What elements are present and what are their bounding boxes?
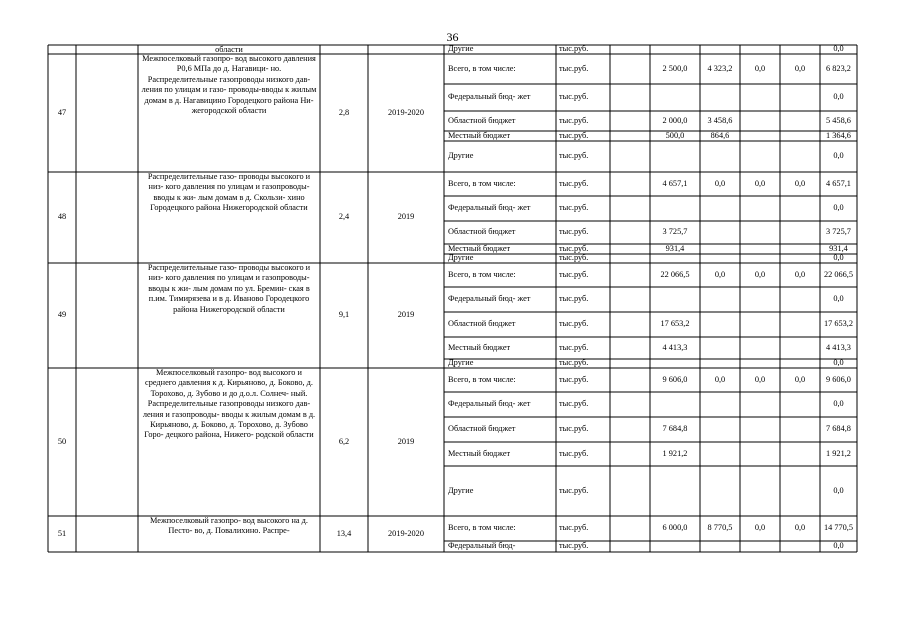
year2-value <box>702 196 738 221</box>
unit: тыс.руб. <box>559 342 589 352</box>
source-label: Местный бюджет <box>448 131 511 140</box>
total-value: 0,0 <box>833 92 844 102</box>
years: 2019 <box>397 310 415 320</box>
year4-value: 0,0 <box>794 374 806 384</box>
year1-value <box>652 45 698 54</box>
year3-value <box>740 466 780 516</box>
source-label: Другие <box>448 254 474 263</box>
total-value: 0,0 <box>833 485 844 495</box>
unit: тыс.руб. <box>559 45 589 54</box>
row-number: 49 <box>57 310 67 320</box>
year1-value: 931,4 <box>665 244 685 253</box>
unit: тыс.руб. <box>559 448 589 458</box>
year3-value <box>740 442 780 466</box>
year3-value: 0,0 <box>754 523 766 533</box>
source-label: Всего, в том числе: <box>448 178 516 188</box>
year3-value <box>740 337 780 359</box>
year1-value <box>652 466 698 516</box>
unit: тыс.руб. <box>559 151 589 161</box>
year4-value: 0,0 <box>794 523 806 533</box>
year2-value <box>702 221 738 244</box>
year2-value <box>702 417 738 442</box>
source-label: Местный бюджет <box>448 448 511 458</box>
source-label: Всего, в том числе: <box>448 269 516 279</box>
year4-value <box>780 466 820 516</box>
year2-value: 0,0 <box>714 178 726 188</box>
year4-value <box>780 312 820 337</box>
year4-value: 0,0 <box>794 178 806 188</box>
year3-value <box>740 221 780 244</box>
year1-value <box>652 196 698 221</box>
year1-value: 3 725,7 <box>662 227 688 237</box>
year2-value: 3 458,6 <box>707 115 733 125</box>
total-value: 3 725,7 <box>826 227 851 237</box>
year3-value <box>740 359 780 368</box>
year4-value <box>780 359 820 368</box>
source-label: Областной бюджет <box>448 227 516 237</box>
unit: тыс.руб. <box>559 399 589 409</box>
row-number: 47 <box>57 107 67 117</box>
year4-value <box>780 45 820 54</box>
year4-value <box>780 417 820 442</box>
unit: тыс.руб. <box>559 294 589 304</box>
year1-value: 7 684,8 <box>662 424 688 434</box>
length-km: 2,4 <box>338 212 350 222</box>
year3-value <box>740 141 780 172</box>
source-label: Всего, в том числе: <box>448 63 516 73</box>
unit: тыс.руб. <box>559 178 589 188</box>
year4-value <box>780 392 820 417</box>
year3-value <box>740 111 780 131</box>
total-value: 0,0 <box>833 399 844 409</box>
budget-table <box>48 45 857 596</box>
year1-value: 1 921,2 <box>662 448 688 458</box>
year2-value: 4 323,2 <box>707 63 733 73</box>
year4-value <box>780 221 820 244</box>
year4-value <box>780 196 820 221</box>
year3-value <box>740 131 780 141</box>
total-value: 0,0 <box>833 254 844 263</box>
object-name: области <box>215 45 243 54</box>
unit: тыс.руб. <box>559 254 589 263</box>
total-value: 0,0 <box>833 541 844 551</box>
length-km: 9,1 <box>338 310 350 320</box>
length-km: 6,2 <box>338 436 350 446</box>
year1-value <box>652 359 698 368</box>
unit: тыс.руб. <box>559 92 589 102</box>
length-km <box>320 45 368 54</box>
year1-value <box>652 287 698 312</box>
total-value: 4 413,3 <box>826 342 851 352</box>
unit: тыс.руб. <box>559 541 589 551</box>
year3-value: 0,0 <box>754 374 766 384</box>
unit: тыс.руб. <box>559 131 589 140</box>
year1-value: 4 657,1 <box>662 178 688 188</box>
year1-value <box>652 392 698 417</box>
total-value: 17 653,2 <box>823 319 854 329</box>
unit: тыс.руб. <box>559 115 589 125</box>
year3-value: 0,0 <box>754 178 766 188</box>
source-label: Другие <box>448 151 474 161</box>
object-name: Межпоселковый газопро- вод высокого давления P0,6 МПа до д. Нагавици- но. Распределительные газопроводы низкого дав- ления по улицам и газо- проводы-вводы к жилым домам в д. Нагавицино Городецкого района Ни- жегородской области <box>141 54 317 116</box>
source-label: Всего, в том числе: <box>448 523 516 533</box>
total-value: 0,0 <box>833 359 844 368</box>
source-label: Областной бюджет <box>448 424 516 434</box>
row-number <box>48 45 76 54</box>
source-label: Местный бюджет <box>448 342 511 352</box>
year2-value <box>702 337 738 359</box>
year2-value <box>702 141 738 172</box>
year4-value <box>780 131 820 141</box>
total-value: 0,0 <box>833 203 844 213</box>
source-label: Федеральный бюд- жет <box>448 294 531 304</box>
source-label: Федеральный бюд- жет <box>448 203 531 213</box>
year1-value <box>652 141 698 172</box>
year1-value <box>652 541 698 552</box>
total-value: 0,0 <box>833 151 844 161</box>
year4-value <box>780 442 820 466</box>
year2-value <box>702 541 738 552</box>
year3-value: 0,0 <box>754 63 766 73</box>
object-name: Распределительные газо- проводы высокого и низ- кого давления по улицам и газопроводы-вводы к жи- лым домам по ул. Бремин- ская в п.им. Тимирязева и в д. Иваново Городецкого района Нижегородской области <box>147 263 311 314</box>
year2-value <box>702 466 738 516</box>
year3-value <box>740 84 780 111</box>
year3-value: 0,0 <box>754 269 766 279</box>
year1-value: 22 066,5 <box>660 269 690 279</box>
total-value: 6 823,2 <box>826 63 851 73</box>
source-label: Другие <box>448 45 474 54</box>
source-label: Областной бюджет <box>448 115 516 125</box>
source-label: Федеральный бюд- жет <box>448 399 531 409</box>
year3-value <box>740 45 780 54</box>
year4-value <box>780 111 820 131</box>
total-value: 4 657,1 <box>826 178 851 188</box>
year1-value: 2 500,0 <box>662 63 688 73</box>
year3-value <box>740 312 780 337</box>
year4-value <box>780 337 820 359</box>
years: 2019-2020 <box>388 528 424 538</box>
unit: тыс.руб. <box>559 485 589 495</box>
total-value: 0,0 <box>833 45 844 54</box>
year3-value <box>740 392 780 417</box>
year2-value <box>702 287 738 312</box>
year4-value: 0,0 <box>794 63 806 73</box>
unit: тыс.руб. <box>559 374 589 384</box>
total-value: 1 364,6 <box>826 131 851 140</box>
source-label: Другие <box>448 485 474 495</box>
year2-value: 864,6 <box>710 131 730 140</box>
year1-value: 2 000,0 <box>662 115 688 125</box>
year3-value <box>740 196 780 221</box>
source-label: Областной бюджет <box>448 319 516 329</box>
year4-value <box>780 244 820 254</box>
year1-value <box>652 84 698 111</box>
length-km: 13,4 <box>336 528 352 538</box>
year1-value: 6 000,0 <box>662 523 688 533</box>
year1-value: 9 606,0 <box>662 374 688 384</box>
year2-value <box>702 312 738 337</box>
total-value: 0,0 <box>833 294 844 304</box>
row-number: 48 <box>57 212 67 222</box>
year1-value <box>652 254 698 263</box>
total-value: 9 606,0 <box>826 374 851 384</box>
total-value: 22 066,5 <box>823 269 854 279</box>
year4-value <box>780 141 820 172</box>
years: 2019 <box>397 212 415 222</box>
unit: тыс.руб. <box>559 523 589 533</box>
years: 2019-2020 <box>388 107 424 117</box>
unit: тыс.руб. <box>559 203 589 213</box>
unit: тыс.руб. <box>559 244 589 253</box>
year3-value <box>740 287 780 312</box>
year2-value <box>702 442 738 466</box>
source-label: Местный бюджет <box>448 244 511 253</box>
source-label: Другие <box>448 359 474 368</box>
unit: тыс.руб. <box>559 319 589 329</box>
row-number: 51 <box>57 528 67 538</box>
year2-value <box>702 45 738 54</box>
unit: тыс.руб. <box>559 63 589 73</box>
years <box>368 45 444 54</box>
year3-value <box>740 254 780 263</box>
year4-value <box>780 84 820 111</box>
page-number: 36 <box>446 30 459 44</box>
year2-value <box>702 392 738 417</box>
year1-value: 4 413,3 <box>662 342 688 352</box>
total-value: 1 921,2 <box>826 448 851 458</box>
year4-value <box>780 254 820 263</box>
year2-value: 0,0 <box>714 269 726 279</box>
year2-value <box>702 359 738 368</box>
year4-value <box>780 541 820 552</box>
year2-value <box>702 244 738 254</box>
object-name: Распределительные газо- проводы высокого и низ- кого давления по улицам и газопроводы-вводы к жи- лым домам в д. Скользи- хино Городецкого района Нижегородской области <box>147 172 311 213</box>
year3-value <box>740 244 780 254</box>
year4-value: 0,0 <box>794 269 806 279</box>
year1-value: 500,0 <box>665 131 685 140</box>
year3-value <box>740 541 780 552</box>
unit: тыс.руб. <box>559 227 589 237</box>
year2-value <box>702 84 738 111</box>
source-label: Федеральный бюд- жет <box>448 92 531 102</box>
unit: тыс.руб. <box>559 269 589 279</box>
source-label: Федеральный бюд- <box>448 541 516 551</box>
years: 2019 <box>397 436 415 446</box>
source-label: Всего, в том числе: <box>448 374 516 384</box>
row-number: 50 <box>57 436 67 446</box>
unit: тыс.руб. <box>559 359 589 368</box>
year3-value <box>740 417 780 442</box>
total-value: 931,4 <box>829 244 848 253</box>
total-value: 14 770,5 <box>823 523 854 533</box>
year2-value <box>702 254 738 263</box>
object-name: Межпоселковый газопро- вод высокого на д. Песто- во, д. Повалихино. Распре- <box>150 516 308 536</box>
year2-value: 0,0 <box>714 374 726 384</box>
year2-value: 8 770,5 <box>707 523 733 533</box>
total-value: 5 458,6 <box>826 115 851 125</box>
length-km: 2,8 <box>338 107 350 117</box>
object-name: Межпоселковый газопро- вод высокого и среднего давления к д. Кирьяново, д. Боково, д. Торохово, д. Зубово и до д.о.л. Солнеч- ный. Распределительные газопроводы низкого дав- ления и газопроводы- вводы к жилым домам в д. Кирьяново, д. Боково, д. Торохово, д. Зубово Горо- децкого района, Нижего- родской области <box>142 368 316 440</box>
total-value: 7 684,8 <box>826 424 851 434</box>
year4-value <box>780 287 820 312</box>
year1-value: 17 653,2 <box>660 319 690 329</box>
unit: тыс.руб. <box>559 424 589 434</box>
